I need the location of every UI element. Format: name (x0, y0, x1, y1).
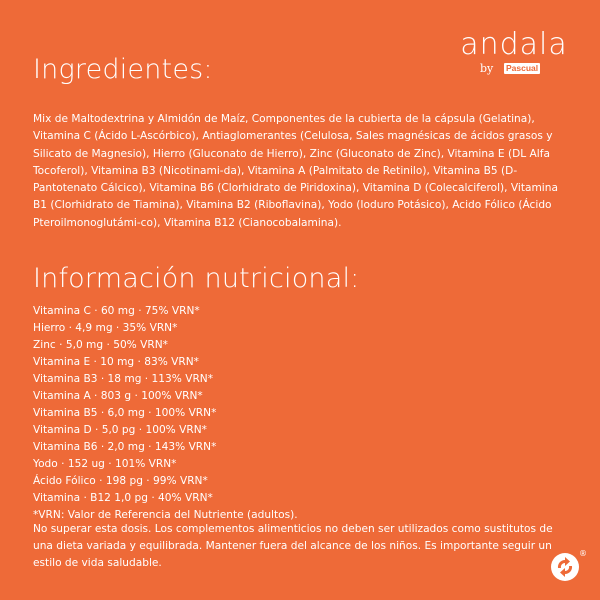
brand-name: andala (460, 27, 568, 62)
nutrition-item: Vitamina C · 60 mg · 75% VRN* (33, 305, 200, 317)
brand-company-logo: Pascual (506, 63, 539, 73)
brand-by: by (480, 62, 494, 75)
recycle-icon (548, 548, 587, 584)
nutrition-item: Ácido Fólico · 198 pg · 99% VRN* (33, 475, 208, 487)
nutrition-item: Vitamina E · 10 mg · 83% VRN* (33, 356, 199, 368)
nutrition-heading: Información nutricional: (33, 263, 360, 294)
ingredients-heading: Ingredientes: (33, 54, 213, 85)
nutrition-item: Vitamina B5 · 6,0 mg · 100% VRN* (33, 407, 217, 419)
disclaimer-text: No superar esta dosis. Los complementos alimenticios no deben ser utilizados como sustitutos de una dieta variada y equilibrada. Mantener fuera del alcance de los niños. Es importante seguir un estilo de vida saludable. (33, 523, 553, 569)
nutrition-item: Zinc · 5,0 mg · 50% VRN* (33, 339, 168, 351)
nutrition-item: Vitamina · B12 1,0 pg · 40% VRN* (33, 492, 213, 504)
nutrition-footnote: *VRN: Valor de Referencia del Nutriente (adultos). (33, 509, 298, 521)
registered-mark: ® (579, 549, 587, 558)
ingredients-text: Mix de Maltodextrina y Almidón de Maíz, Componentes de la cubierta de la cápsula (Gelatina), Vitamina C (Ácido L-Ascórbico), Antiaglomerantes (Celulosa, Sales magnésicas de ácidos grasos y Silicato de Magnesio), Hierro (Gluconato de Hierro), Zinc (Gluconato de Zinc), Vitamina E (DL Alfa Tocoferol), Vitamina B3 (Nicotinami-da), Vitamina A (Palmitato de Retinilo), Vitamina B5 (D-Pantotenato Cálcico), Vitamina B6 (Clorhidrato de Piridoxina), Vitamina D (Colecalciferol), Vitamina B1 (Clorhidrato de Tiamina), Vitamina B2 (Riboflavina), Yodo (Ioduro Potásico), Acido Fólico (Ácido Pteroilmonoglutámi-co), Vitamina B12 (Cianocobalamina). (33, 113, 558, 229)
nutrition-item: Vitamina D · 5,0 pg · 100% VRN* (33, 424, 207, 436)
nutrition-item: Vitamina B3 · 18 mg · 113% VRN* (33, 373, 214, 385)
nutrition-item: Hierro · 4,9 mg · 35% VRN* (33, 322, 178, 334)
nutrition-item: Yodo · 152 ug · 101% VRN* (33, 458, 177, 470)
nutrition-list (33, 303, 298, 524)
brand-logo (452, 28, 576, 80)
nutrition-item: Vitamina A · 803 g · 100% VRN* (33, 390, 203, 402)
nutrition-item: Vitamina B6 · 2,0 mg · 143% VRN* (33, 441, 217, 453)
